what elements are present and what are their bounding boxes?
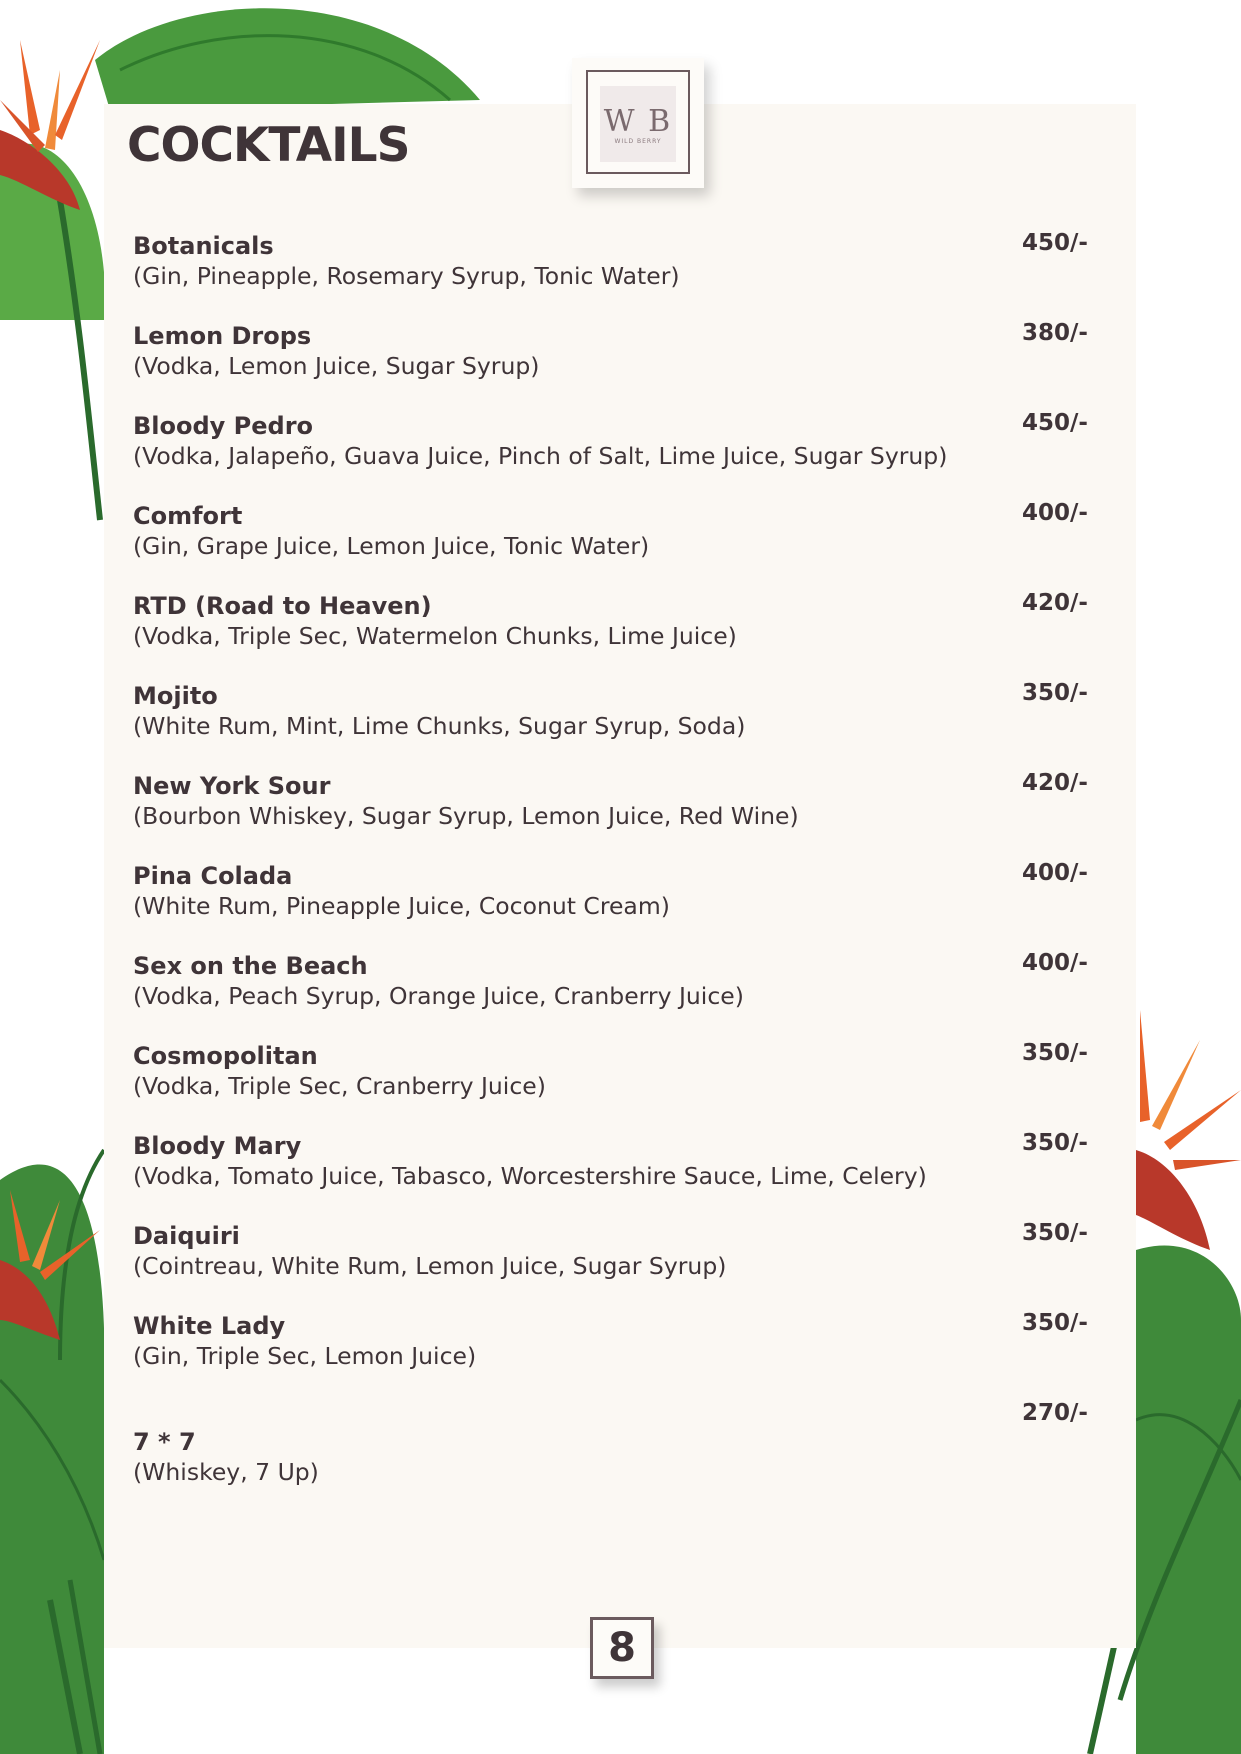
item-description: (Cointreau, White Rum, Lemon Juice, Sugar Syrup) — [133, 1252, 727, 1280]
item-description: (Vodka, Triple Sec, Cranberry Juice) — [133, 1072, 546, 1100]
menu-item — [133, 858, 1093, 948]
item-price: 400/- — [1022, 860, 1088, 886]
item-description: (Gin, Pineapple, Rosemary Syrup, Tonic Water) — [133, 262, 680, 290]
item-description: (Vodka, Peach Syrup, Orange Juice, Cranberry Juice) — [133, 982, 744, 1010]
logo-inner — [600, 86, 676, 162]
menu-list — [133, 228, 1093, 1488]
logo-frame — [586, 70, 690, 174]
menu-item — [133, 498, 1093, 588]
menu-item — [133, 1308, 1093, 1398]
item-name: Sex on the Beach — [133, 952, 368, 980]
page-title: COCKTAILS — [127, 118, 410, 173]
item-name: Comfort — [133, 502, 243, 530]
logo-mark: W B — [603, 104, 673, 139]
item-name: New York Sour — [133, 772, 331, 800]
item-description: (Gin, Grape Juice, Lemon Juice, Tonic Water) — [133, 532, 650, 560]
item-name: Cosmopolitan — [133, 1042, 318, 1070]
menu-item — [133, 588, 1093, 678]
item-description: (Vodka, Triple Sec, Watermelon Chunks, Lime Juice) — [133, 622, 737, 650]
menu-item — [133, 1218, 1093, 1308]
item-description: (Vodka, Jalapeño, Guava Juice, Pinch of Salt, Lime Juice, Sugar Syrup) — [133, 442, 948, 470]
item-price: 450/- — [1022, 410, 1088, 436]
item-price: 380/- — [1022, 320, 1088, 346]
item-name: Bloody Pedro — [133, 412, 314, 440]
menu-item — [133, 768, 1093, 858]
menu-item — [133, 228, 1093, 318]
item-name: Mojito — [133, 682, 218, 710]
brand-logo — [572, 58, 704, 188]
item-price: 350/- — [1022, 680, 1088, 706]
menu-item — [133, 1038, 1093, 1128]
item-description: (Bourbon Whiskey, Sugar Syrup, Lemon Juice, Red Wine) — [133, 802, 799, 830]
item-price: 270/- — [1022, 1400, 1088, 1426]
item-description: (Gin, Triple Sec, Lemon Juice) — [133, 1342, 477, 1370]
item-price: 350/- — [1022, 1310, 1088, 1336]
right-lower-leaf — [1136, 1245, 1241, 1754]
menu-item — [133, 948, 1093, 1038]
item-price: 350/- — [1022, 1040, 1088, 1066]
item-name: White Lady — [133, 1312, 286, 1340]
item-description: (Vodka, Lemon Juice, Sugar Syrup) — [133, 352, 540, 380]
item-description: (White Rum, Pineapple Juice, Coconut Cream) — [133, 892, 670, 920]
top-leaf — [95, 8, 480, 110]
menu-item — [133, 1128, 1093, 1218]
item-price: 350/- — [1022, 1130, 1088, 1156]
item-name: 7 * 7 — [133, 1428, 196, 1456]
menu-item — [133, 408, 1093, 498]
item-name: RTD (Road to Heaven) — [133, 592, 432, 620]
item-price: 400/- — [1022, 950, 1088, 976]
logo-subtitle: WILD BERRY — [614, 138, 662, 145]
item-price: 420/- — [1022, 770, 1088, 796]
item-name: Botanicals — [133, 232, 274, 260]
item-price: 350/- — [1022, 1220, 1088, 1246]
item-name: Pina Colada — [133, 862, 293, 890]
item-description: (White Rum, Mint, Lime Chunks, Sugar Syrup, Soda) — [133, 712, 746, 740]
item-description: (Vodka, Tomato Juice, Tabasco, Worcestershire Sauce, Lime, Celery) — [133, 1162, 927, 1190]
item-name: Bloody Mary — [133, 1132, 302, 1160]
item-price: 450/- — [1022, 230, 1088, 256]
menu-item — [133, 1398, 1093, 1488]
menu-item — [133, 678, 1093, 768]
item-price: 400/- — [1022, 500, 1088, 526]
right-flower — [1136, 1010, 1241, 1250]
menu-item — [133, 318, 1093, 408]
item-name: Daiquiri — [133, 1222, 240, 1250]
left-lower-leaf — [0, 1164, 105, 1754]
item-price: 420/- — [1022, 590, 1088, 616]
item-description: (Whiskey, 7 Up) — [133, 1458, 319, 1486]
page-number: 8 — [590, 1617, 654, 1679]
item-name: Lemon Drops — [133, 322, 312, 350]
